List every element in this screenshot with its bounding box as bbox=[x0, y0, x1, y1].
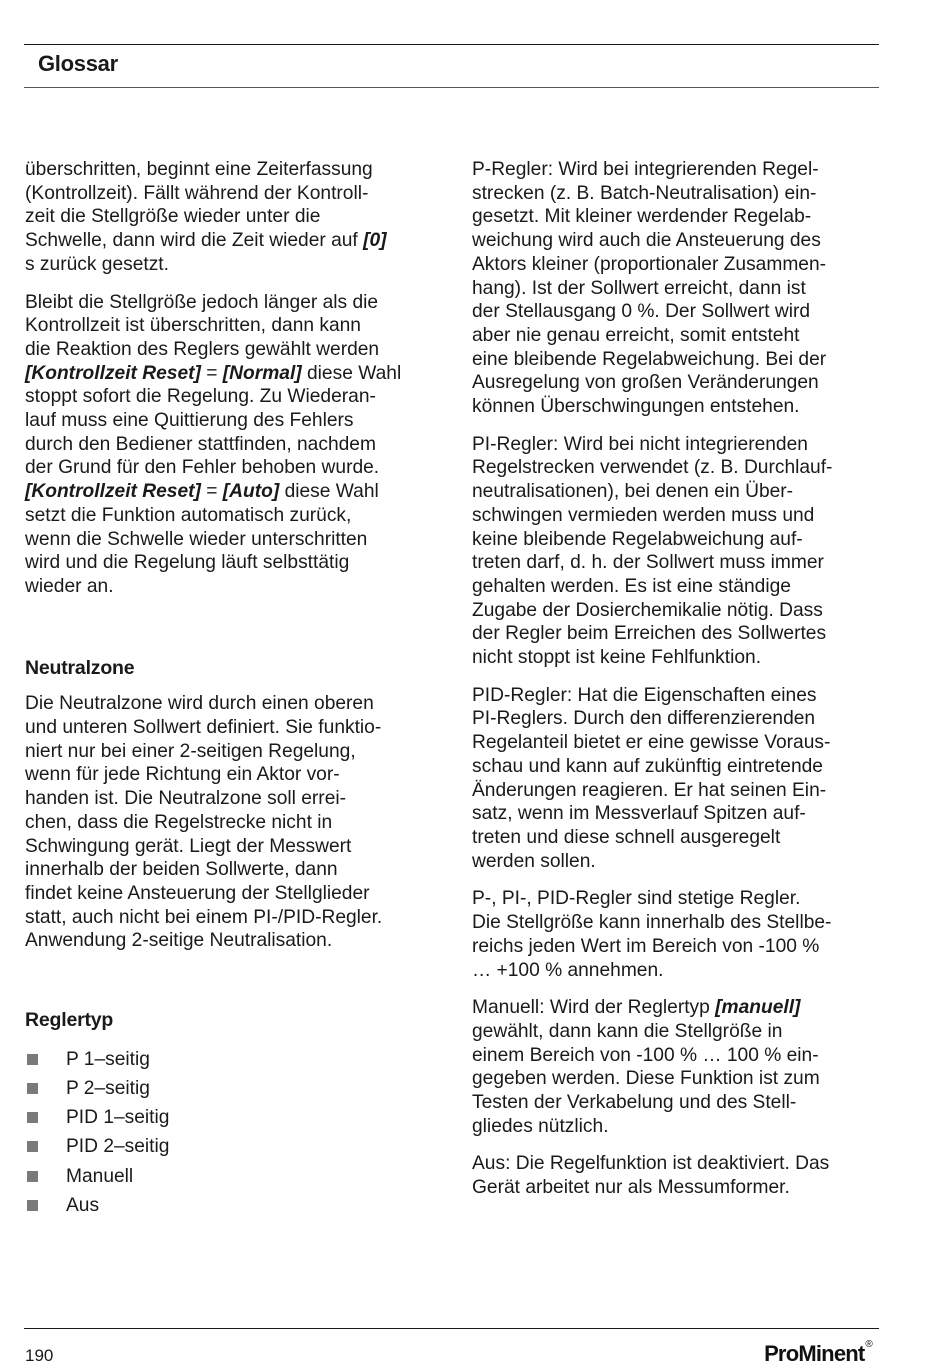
list-item-label: PID 1–seitig bbox=[66, 1107, 170, 1129]
footer-rule bbox=[24, 1328, 879, 1329]
bullet-square-icon bbox=[27, 1200, 38, 1211]
paragraph bbox=[25, 291, 445, 599]
neutralzone-heading: Neutralzone bbox=[25, 656, 135, 679]
text-run: = bbox=[200, 362, 223, 384]
parameter-value: [Kontrollzeit Reset] bbox=[25, 362, 201, 384]
header-bottom-rule bbox=[24, 87, 879, 88]
text-run: = bbox=[200, 481, 223, 503]
text-run: PID-Regler: Hat die Eigenschaften eines PI-Reglers. Durch den differenzierenden Regelanteil bietet er eine gewisse Voraus- schau und kann auf zukünftig eintretende Änderungen reagieren. Er hat seinen Ein- satz, wenn im Messverlauf Spitzen auf- treten und diese schnell ausgeregelt werden sollen. bbox=[472, 684, 831, 872]
registered-mark: ® bbox=[865, 1339, 872, 1350]
paragraph bbox=[472, 433, 884, 670]
text-run: s zurück gesetzt. bbox=[25, 253, 169, 275]
paragraph bbox=[472, 996, 884, 1138]
list-item bbox=[25, 1045, 445, 1074]
left-column bbox=[25, 158, 445, 1220]
paragraph bbox=[472, 887, 884, 982]
list-item-label: PID 2–seitig bbox=[66, 1136, 170, 1158]
bullet-square-icon bbox=[27, 1112, 38, 1123]
text-run: diese Wahl setzt die Funktion automatisch zurück, wenn die Schwelle wieder unterschritten wird und die Regelung läuft selbsttätig wieder an. bbox=[25, 481, 379, 597]
text-run: diese Wahl stoppt sofort die Regelung. Zu Wiederan- lauf muss eine Quittierung des Fehlers durch den Bediener stattfinden, nachdem der Grund für den Fehler behoben wurde. bbox=[25, 362, 402, 479]
neutralzone-text: Die Neutralzone wird durch einen oberen und unteren Sollwert definiert. Sie funktio- niert nur bei einer 2-seitigen Regelung, wenn für jede Richtung ein Aktor vor- handen ist. Die Neutralzone soll errei- chen, dass die Regelstrecke nicht in Schwingung gerät. Liegt der Messwert innerhalb der beiden Sollwerte, dann findet keine Ansteuerung der Stellglieder statt, auch nicht bei einem PI-/PID-Regler. Anwendung 2-seitige Neutralisation. bbox=[25, 693, 383, 952]
text-run: gewählt, dann kann die Stellgröße in einem Bereich von -100 % … 100 % ein- gegeben werden. Diese Funktion ist zum Testen der Verkabelung und des Stell- gliedes nützlich. bbox=[472, 1020, 820, 1137]
text-run: P-Regler: Wird bei integrierenden Regel- strecken (z. B. Batch-Neutralisation) ein- gesetzt. Mit kleiner werdender Regelab- weichung wird auch die Ansteuerung des Aktors kleiner (proportionaler Zusammen- hang). Ist der Sollwert erreicht, dann ist der Stellausgang 0 %. Der Sollwert wird aber nie genau erreicht, somit entsteht eine bleibende Regelabweichung. Bei der Ausregelung von großen Veränderungen können Überschwingungen entstehen. bbox=[472, 159, 827, 418]
reglertyp-list bbox=[25, 1045, 445, 1220]
list-item bbox=[25, 1074, 445, 1103]
list-item-label: P 1–seitig bbox=[66, 1048, 150, 1070]
right-paragraphs bbox=[472, 158, 884, 1200]
paragraph bbox=[472, 158, 884, 419]
paragraph bbox=[472, 684, 884, 874]
list-item-label: P 2–seitig bbox=[66, 1077, 150, 1099]
right-column bbox=[472, 158, 884, 1214]
prominent-logo bbox=[764, 1341, 872, 1367]
page-number: 190 bbox=[25, 1346, 54, 1365]
parameter-value: [manuell] bbox=[715, 997, 801, 1019]
header-top-rule bbox=[24, 44, 879, 45]
text-run: überschritten, beginnt eine Zeiterfassung (Kontrollzeit). Fällt während der Kontroll- zeit die Stellgröße wieder unter die Schwelle, dann wird die Zeit wieder auf bbox=[25, 159, 373, 252]
parameter-value: [Kontrollzeit Reset] bbox=[25, 481, 201, 503]
paragraph bbox=[472, 1152, 884, 1199]
bullet-square-icon bbox=[27, 1171, 38, 1182]
paragraph bbox=[25, 158, 445, 277]
text-run: P-, PI-, PID-Regler sind stetige Regler. Die Stellgröße kann innerhalb des Stellbe- reichs jeden Wert im Bereich von -100 % … +100 % annehmen. bbox=[472, 888, 832, 981]
bullet-square-icon bbox=[27, 1141, 38, 1152]
list-item bbox=[25, 1191, 445, 1220]
list-item bbox=[25, 1132, 445, 1161]
text-run: Bleibt die Stellgröße jedoch länger als die Kontrollzeit ist überschritten, dann kann die Reaktion des Reglers gewählt werden bbox=[25, 291, 380, 360]
bullet-square-icon bbox=[27, 1083, 38, 1094]
text-run: PI-Regler: Wird bei nicht integrierenden Regelstrecken verwendet (z. B. Durchlauf- neutralisationen), bei denen ein Über- schwingen vermieden werden muss und keine bleibende Regelabweichung auf- treten darf, d. h. der Sollwert muss immer gehalten werden. Es ist eine ständige Zugabe der Dosierchemikalie nötig. Dass der Regler beim Erreichen des Sollwertes nicht stoppt ist keine Fehlfunktion. bbox=[472, 433, 833, 669]
list-item bbox=[25, 1162, 445, 1191]
parameter-value: [Normal] bbox=[222, 362, 302, 384]
list-item-label: Manuell bbox=[66, 1165, 134, 1187]
logo-text: ProMinent bbox=[764, 1341, 865, 1366]
bullet-square-icon bbox=[27, 1054, 38, 1065]
parameter-value: [Auto] bbox=[222, 481, 280, 503]
list-item-label: Aus bbox=[66, 1194, 100, 1216]
list-item bbox=[25, 1103, 445, 1132]
text-run: Manuell: Wird der Reglertyp bbox=[472, 997, 716, 1019]
reglertyp-heading: Reglertyp bbox=[25, 1009, 114, 1032]
left-paragraphs bbox=[25, 158, 445, 599]
parameter-value: [0] bbox=[363, 230, 387, 252]
page-title: Glossar bbox=[38, 51, 118, 76]
text-run: Aus: Die Regelfunktion ist deaktiviert. Das Gerät arbeitet nur als Messumformer. bbox=[472, 1153, 830, 1199]
